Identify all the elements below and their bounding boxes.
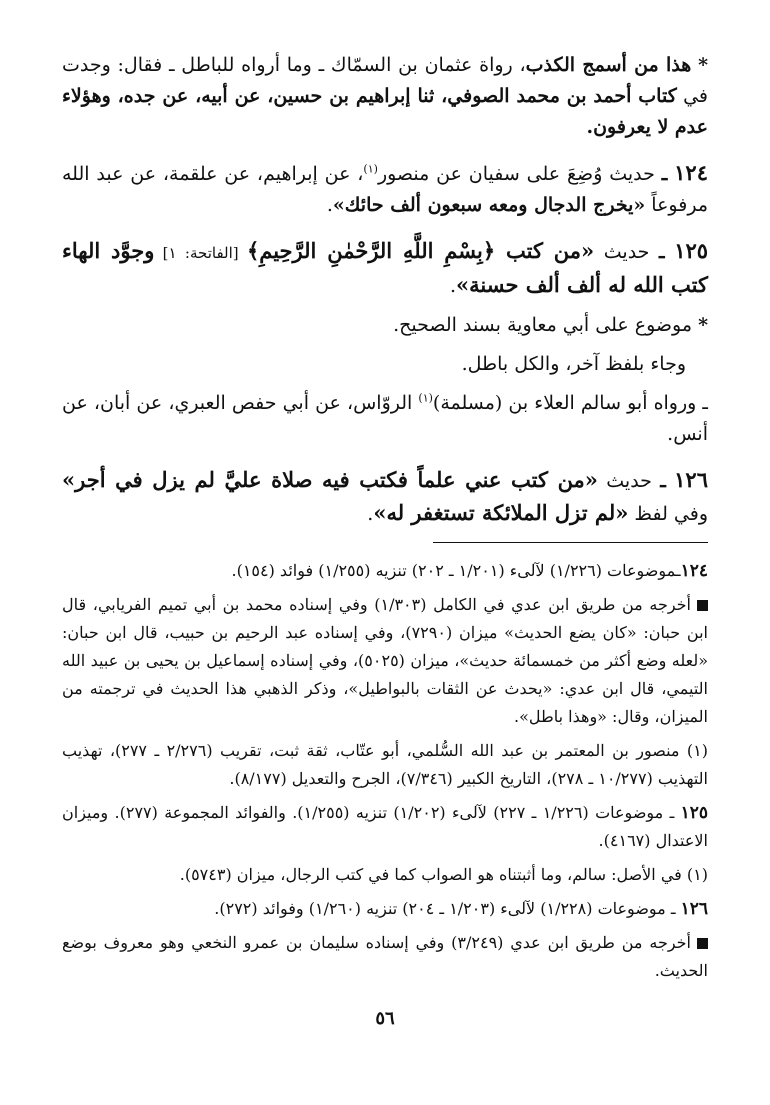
footnote-124-1 <box>62 737 708 793</box>
footnote-126-note-text: أخرجه من طريق ابن عدي (٣/٢٤٩) وفي إسناده سليمان بن عمرو النخعي وهو معروف بوضع الحديث. <box>62 933 708 980</box>
entry-125-dash: ـ <box>659 241 665 263</box>
entry-126-bold-b: «لم تزل الملائكة تستغفر له» <box>373 500 629 525</box>
entry-124-text-a: حديث وُضِعَ على سفيان عن منصور <box>377 163 655 185</box>
entry-125-note <box>62 310 708 341</box>
entry-124-dash: ـ <box>661 163 668 185</box>
footnote-124-1-text: (١) منصور بن المعتمر بن عبد الله السُّلمي، أبو عتّاب، ثقة ثبت، تقريب (٢/٢٧٦ ـ ٢٧٧)، تهذيب التهذيب (١٠/٢٧٧ ـ ٢٧٨)، التاريخ الكبير (٧/٣٤٦)، الجرح والتعديل (٨/١٧٧). <box>62 741 709 788</box>
footnote-124-text: ـموضوعات (١/٢٢٦) لآلىء (١/٢٠١ ـ ٢٠٢) تنزيه (١/٢٥٥) فوائد (١٥٤). <box>231 561 681 580</box>
entry-126-text-a: حديث <box>597 470 652 492</box>
footnotes <box>62 557 708 985</box>
entry-126-dash: ـ <box>660 470 666 492</box>
entry-125-note-text: موضوع على أبي معاوية بسند الصحيح. <box>393 314 693 336</box>
footnote-124 <box>62 557 708 585</box>
footnote-124-note <box>62 591 708 731</box>
main-text <box>62 50 708 530</box>
page-body <box>62 50 708 985</box>
entry-126 <box>62 464 708 530</box>
entry-123-bold-line2: كتاب أحمد بن محمد الصوفي، ثنا إبراهيم بن حسين، عن أبيه، عن جده، وهؤلاء عدم لا يعرفون. <box>62 85 708 138</box>
footnote-ref: (١) <box>418 391 433 405</box>
footnote-125 <box>62 799 708 855</box>
entry-126-text-b: وفي لفظ <box>628 503 708 525</box>
footnote-126-note <box>62 929 708 985</box>
square-bullet-icon <box>697 600 708 611</box>
footnote-124-number: ١٢٤ <box>680 561 708 581</box>
star-marker: * <box>698 54 709 76</box>
entry-125-end: . <box>449 275 456 297</box>
star-marker: * <box>698 314 708 336</box>
entry-125-text-a: حديث <box>594 241 650 263</box>
footnote-ref: (١) <box>363 162 378 176</box>
footnote-125-number: ١٢٥ <box>680 803 709 823</box>
entry-125-number: ١٢٥ <box>674 238 709 263</box>
entry-125-note3-b: الروّاس، عن أبي حفص العبري، عن أبان، عن أنس. <box>62 392 708 445</box>
entry-124 <box>62 157 708 221</box>
entry-123-bold: هذا من أسمج الكذب <box>525 54 692 76</box>
footnote-125-1 <box>62 861 708 889</box>
entry-125-note3-a: ـ ورواه أبو سالم العلاء بن (مسلمة) <box>432 392 708 414</box>
entry-126-end: . <box>367 503 374 525</box>
footnote-divider <box>433 542 708 543</box>
entry-124-end: . <box>326 194 333 216</box>
footnote-126-number: ١٢٦ <box>680 899 708 919</box>
footnote-124-note-text: أخرجه من طريق ابن عدي في الكامل (١/٣٠٣) وفي إسناده محمد بن أبي تميم الفريابي، قال ابن حبان: «كان يضع الحديث» ميزان (٧٢٩٠)، وفي إسناده عبد الرحيم بن حبيب، قال ابن حبان: «لعله وضع أكثر من خمسمائة حديث»، ميزان (٥٠٢٥)، وفي إسناده إسماعيل بن يحيى بن عبيد الله التيمي، قال ابن عدي: «يحدث عن الثقات بالبواطيل»، وذكر الذهبي هذا الحديث في ترجمته من الميزان، وقال: «وهذا باطل». <box>62 595 709 726</box>
page-number: ٥٦ <box>375 1008 395 1029</box>
footnote-126 <box>62 895 708 923</box>
entry-125-bold-a: «من كتب ﴿بِسْمِ اللَّهِ الرَّحْمٰنِ الرَّحِيمِ﴾ <box>246 238 595 263</box>
entry-124-text-b: ، عن إبراهيم، عن علقمة، عن عبد الله مرفوعاً <box>62 163 708 216</box>
square-bullet-icon <box>697 938 708 949</box>
entry-125 <box>62 235 708 302</box>
footnote-125-1-text: (١) في الأصل: سالم، وما أثبتناه هو الصواب كما في كتب الرجال، ميزان (٥٧٤٣). <box>179 865 708 884</box>
footnote-125-text: ـ موضوعات (١/٢٢٦ ـ ٢٢٧) لآلىء (١/٢٠٢) تنزيه (١/٢٥٥). والفوائد المجموعة (٢٧٧). وميزان الاعتدال (٤١٦٧). <box>62 803 708 850</box>
footnote-126-text: ـ موضوعات (١/٢٢٨) لآلىء (١/٢٠٣ ـ ٢٠٤) تنزيه (١/٢٦٠) وفوائد (٢٧٢). <box>214 899 681 918</box>
entry-124-number: ١٢٤ <box>674 160 708 185</box>
entry-125-note3 <box>62 388 708 450</box>
entry-125-bold-b: وجوَّد الهاء كتب الله له ألف ألف حسنة» <box>62 238 708 297</box>
entry-125-ref: [الفاتحة: ١] <box>154 244 247 262</box>
entry-126-number: ١٢٦ <box>674 467 708 492</box>
entry-126-bold-a: «من كتب عني علماً فكتب فيه صلاة عليَّ لم يزل في أجر» <box>62 467 598 492</box>
entry-125-note2-text: وجاء بلفظ آخر، والكل باطل. <box>461 353 686 375</box>
entry-124-quote: «يخرج الدجال ومعه سبعون ألف حائك» <box>332 194 646 216</box>
entry-125-note2 <box>62 349 708 380</box>
entry-123-text: ، رواة عثمان بن السمّاك ـ وما أرواه للباطل ـ فقال: وجدت في <box>62 54 708 107</box>
entry-123-continuation <box>62 50 708 143</box>
